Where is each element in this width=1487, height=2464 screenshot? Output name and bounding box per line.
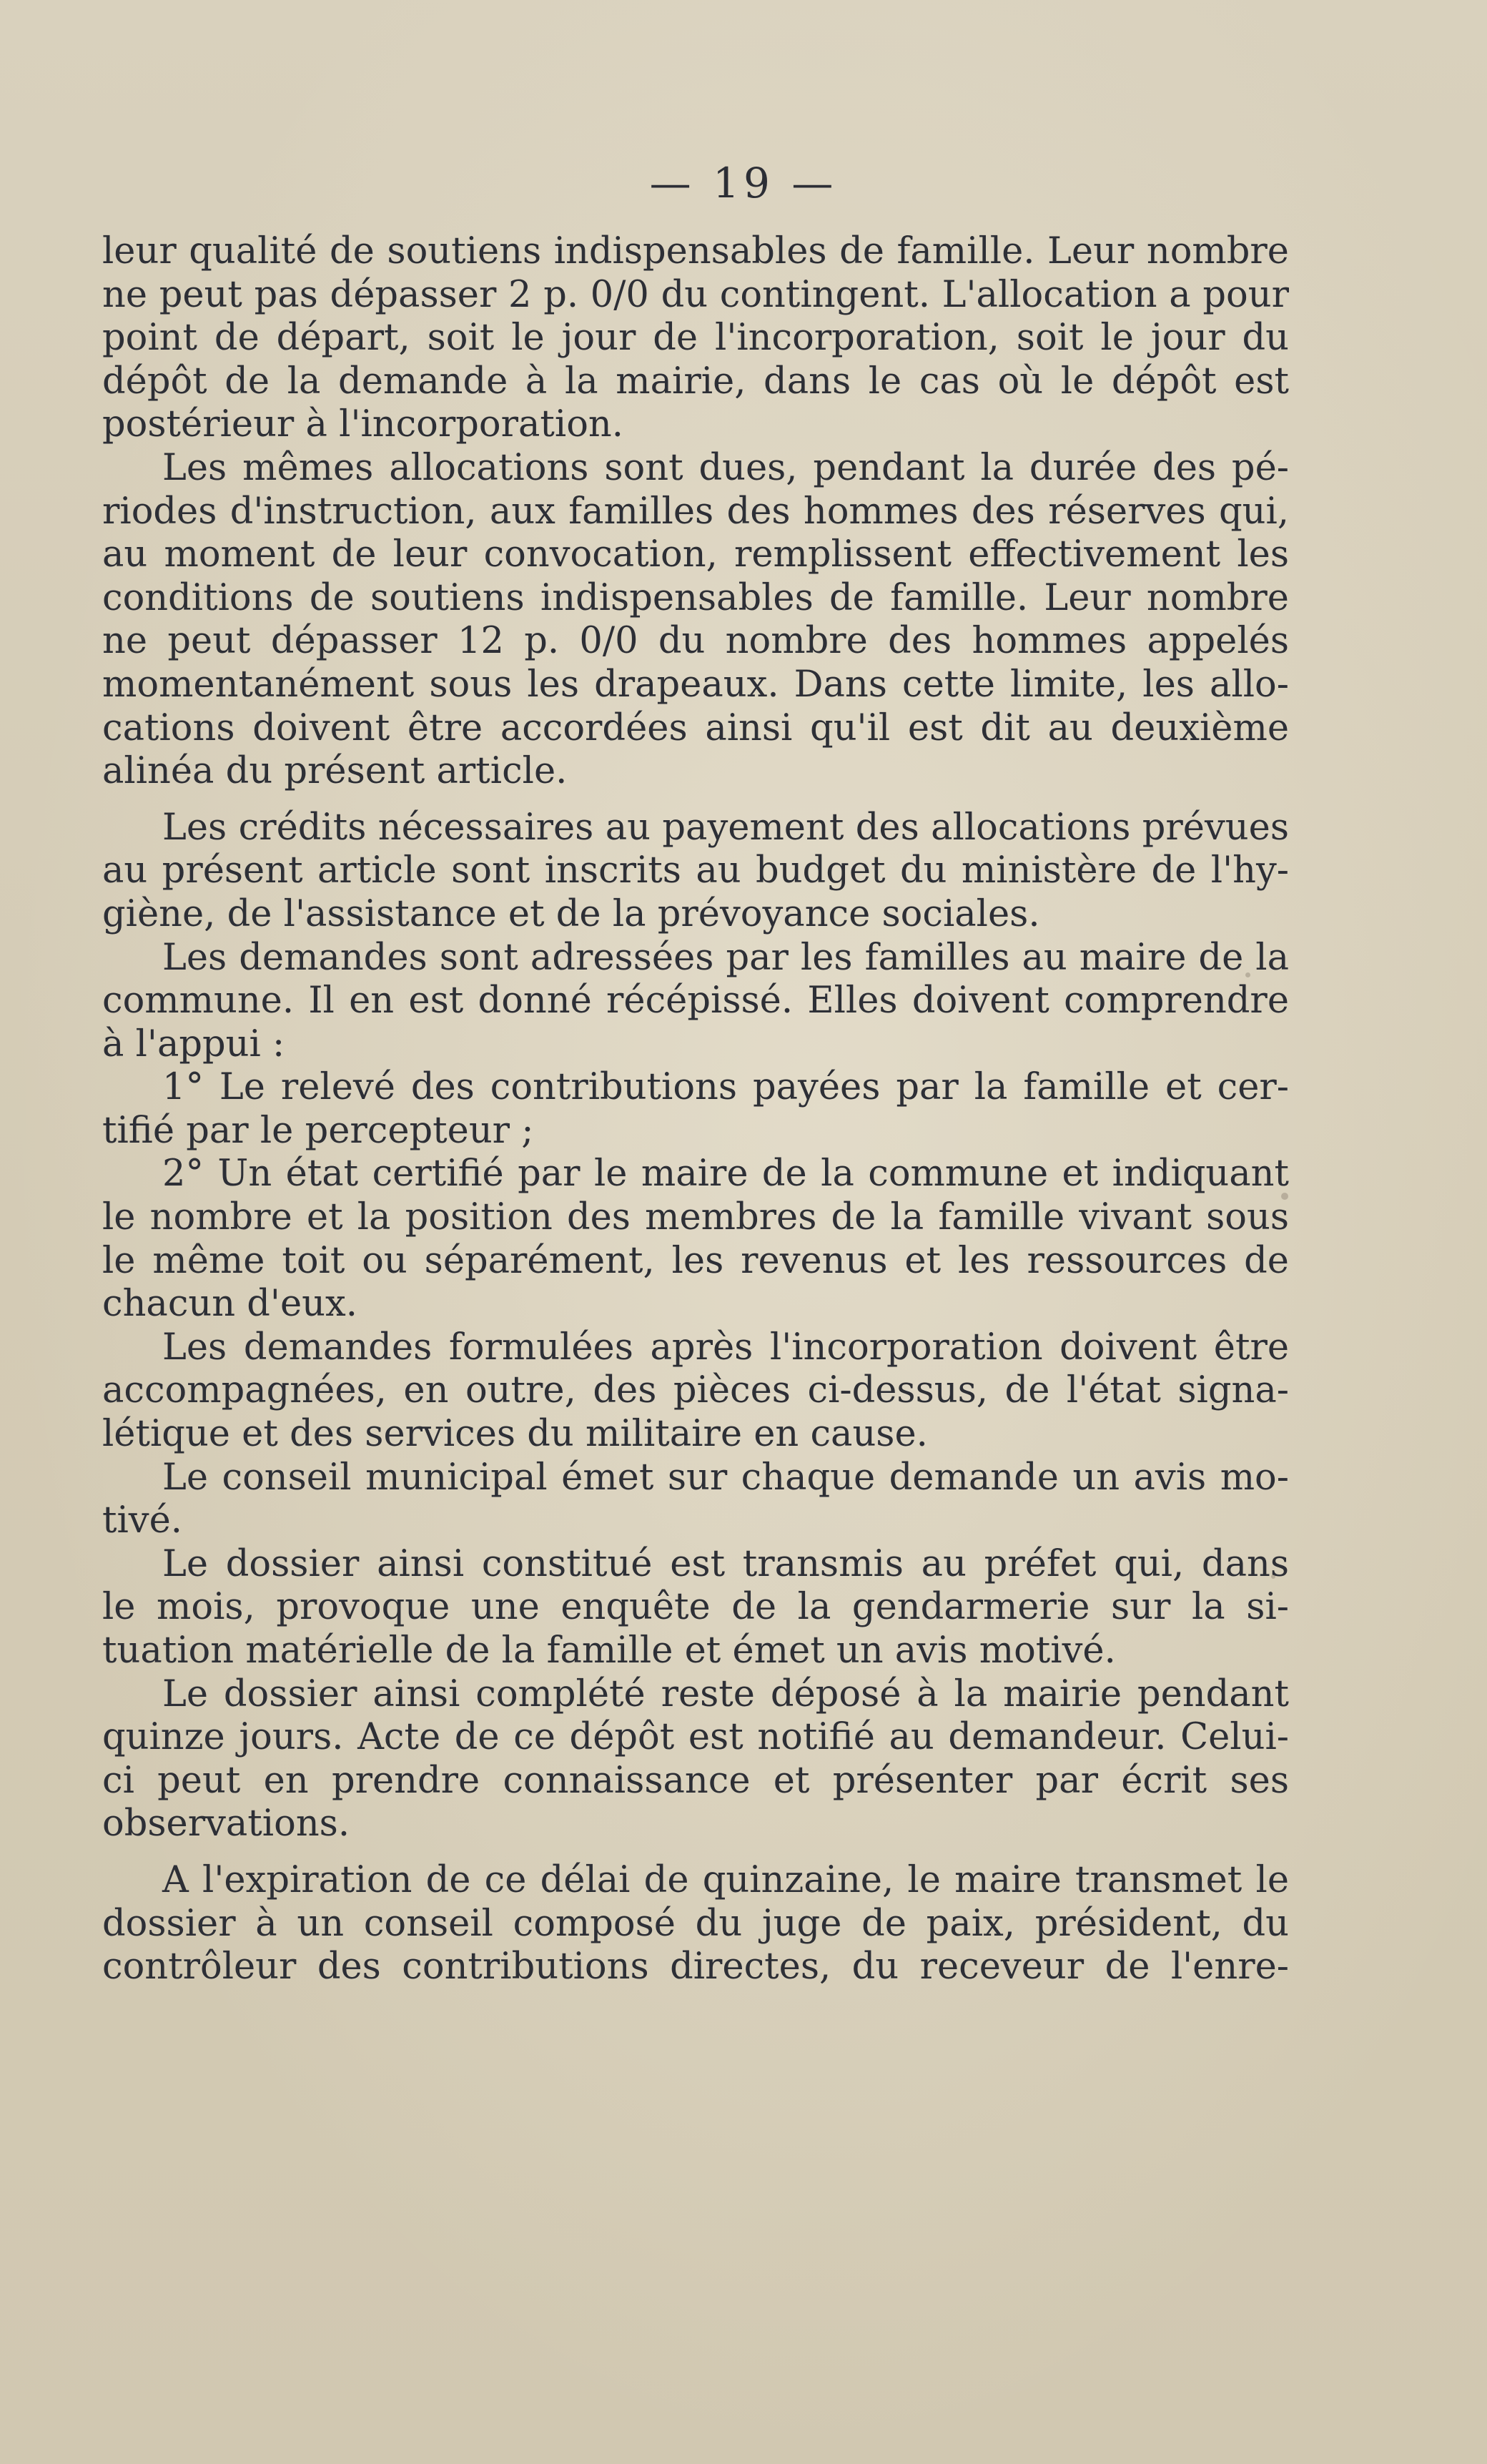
text-line: giène, de l'assistance et de la prévoyance sociales. [102,892,1040,935]
text-line: au moment de leur convocation, remplissent effectivement les [102,533,1289,576]
paper-speck [1281,1193,1288,1200]
text-line: tivé. [102,1499,183,1542]
text-line: Le dossier ainsi constitué est transmis au préfet qui, dans [162,1542,1289,1585]
text-line: riodes d'instruction, aux familles des hommes des réserves qui, [102,490,1289,533]
text-line: au présent article sont inscrits au budget du ministère de l'hy- [102,849,1289,892]
text-line: le mois, provoque une enquête de la gendarmerie sur la si- [102,1586,1289,1629]
text-line: 2° Un état certifié par le maire de la commune et indiquant [162,1153,1289,1196]
text-line: Les demandes sont adressées par les familles au maire de la [162,936,1289,979]
text-line: commune. Il en est donné récépissé. Elles doivent comprendre [102,980,1289,1022]
text-line: postérieur à l'incorporation. [102,403,623,446]
text-line: Les crédits nécessaires au payement des allocations prévues [162,806,1289,849]
text-line: conditions de soutiens indispensables de famille. Leur nombre [102,576,1289,619]
text-line: dossier à un conseil composé du juge de paix, président, du [102,1902,1289,1945]
text-line: Les demandes formulées après l'incorporation doivent être [162,1326,1289,1369]
text-line: ne peut pas dépasser 2 p. 0/0 du contingent. L'allocation a pour [102,273,1289,316]
text-line: le nombre et la position des membres de la famille vivant sous [102,1196,1289,1239]
text-line: dépôt de la demande à la mairie, dans le cas où le dépôt est [102,360,1289,403]
text-line: à l'appui : [102,1022,285,1065]
text-line: létique et des services du militaire en cause. [102,1413,928,1456]
text-line: leur qualité de soutiens indispensables de famille. Leur nombre [102,230,1289,272]
text-line: tifié par le percepteur ; [102,1109,534,1152]
text-line: cations doivent être accordées ainsi qu'il est dit au deuxième [102,706,1289,749]
text-line: Le conseil municipal émet sur chaque demande un avis mo- [162,1456,1289,1499]
text-line: observations. [102,1803,350,1845]
page-number: — 19 — [649,159,838,207]
text-line: alinéa du présent article. [102,750,568,793]
text-line: chacun d'eux. [102,1283,357,1326]
text-line: contrôleur des contributions directes, du receveur de l'enre- [102,1946,1289,1989]
text-line: point de départ, soit le jour de l'incorporation, soit le jour du [102,317,1289,360]
text-line: ne peut dépasser 12 p. 0/0 du nombre des hommes appelés [102,620,1289,663]
paper-speck [1245,972,1250,977]
text-line: 1° Le relevé des contributions payées par la famille et cer- [162,1066,1289,1109]
text-line: quinze jours. Acte de ce dépôt est notifié au demandeur. Celui- [102,1716,1289,1759]
text-line: tuation matérielle de la famille et émet un avis motivé. [102,1630,1116,1672]
text-line: le même toit ou séparément, les revenus et les ressources de [102,1239,1289,1282]
paper-speck [1271,1575,1275,1579]
text-line: momentanément sous les drapeaux. Dans cette limite, les allo- [102,663,1289,706]
body-text [102,230,1289,1989]
text-line: Le dossier ainsi complété reste déposé à la mairie pendant [162,1672,1289,1715]
text-line: ci peut en prendre connaissance et présenter par écrit ses [102,1759,1289,1802]
text-line: A l'expiration de ce délai de quinzaine, le maire transmet le [162,1858,1289,1901]
text-line: accompagnées, en outre, des pièces ci-dessus, de l'état signa- [102,1369,1289,1412]
text-line: Les mêmes allocations sont dues, pendant la durée des pé- [162,446,1289,489]
